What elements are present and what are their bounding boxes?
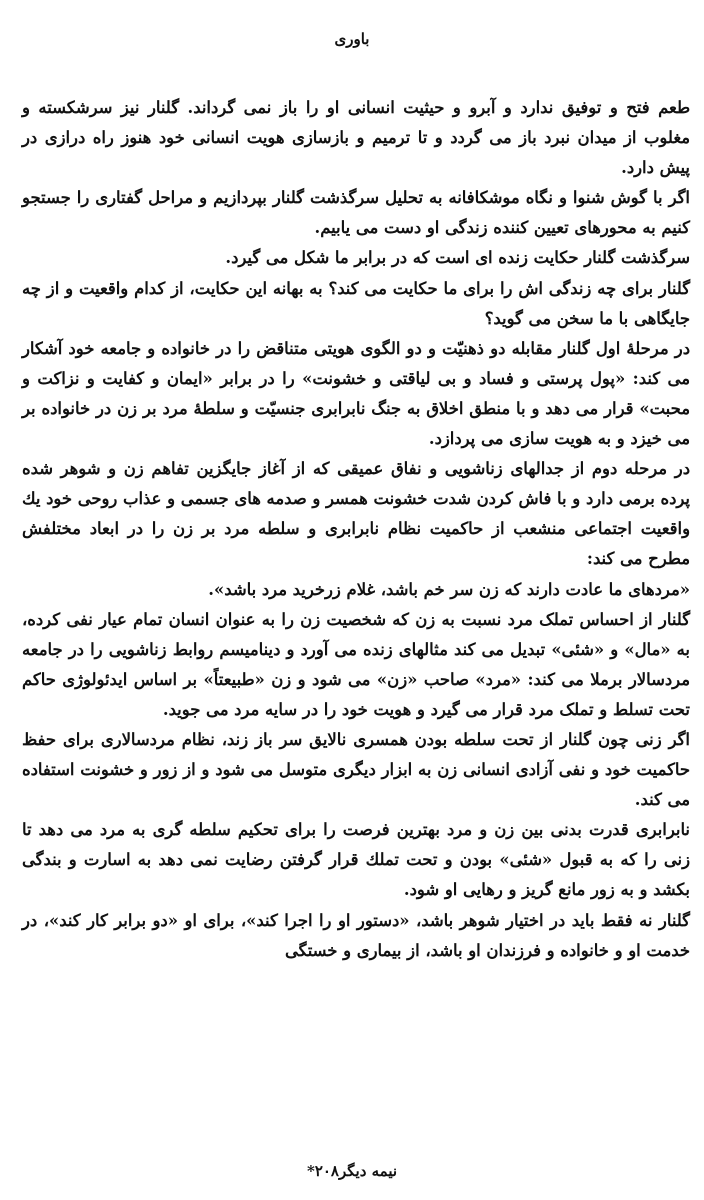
quote: «مردهای ما عادت دارند که زن سر خم باشد، غلام زرخرید مرد باشد». (208, 579, 690, 599)
page-header: باوری (334, 30, 370, 48)
body-text (22, 93, 690, 966)
paragraph: طعم فتح و توفیق ندارد و آبرو و حیثیت انسانی او را باز نمی گرداند. گلنار نیز سرشکسته و مغلوب از میدان نبرد باز می گردد و تا ترمیم و بازسازی هویت انسانی خود هنوز راه درازی در پیش دارد. (22, 98, 690, 178)
paragraph: اگر با گوش شنوا و نگاه موشکافانه به تحلیل سرگذشت گلنار بپردازیم و مراحل گفتاری را جستجو کنیم به محورهای تعیین کننده زندگی او دست می یابیم. (22, 188, 690, 238)
paragraph: در مرحله دوم از جدالهای زناشویی و نفاق عمیقی که از آغاز جایگزین تفاهم زن و شوهر شده پرده برمی دارد و با فاش کردن شدت خشونت همسر و صدمه های جسمی و عذاب روحی خود یك واقعیت اجتماعی منشعب از حاکمیت نظام نابرابری و سلطه مرد بر زن را در ابعاد مختلفش مطرح می کند: (22, 459, 690, 569)
paragraph: سرگذشت گلنار حکایت زنده ای است که در برابر ما شکل می گیرد. (225, 248, 690, 268)
paragraph: گلنار از احساس تملک مرد نسبت به زن که شخصیت زن را به عنوان انسان تمام عیار نفی کرده، به «مال» و «شئی» تبدیل می کند مثالهای زنده می آورد و دینامیسم روابط زناشویی را در جامعه مردسالار برملا می کند: «مرد» صاحب «زن» می شود و زن «طبیعتاً» بر اساس ایدئولوژی حاکم تحت تسلط و تملک مرد قرار می گیرد و هویت خود را در سایه مرد می جوید. (22, 609, 690, 719)
paragraph: گلنار برای چه زندگی اش را برای ما حکایت می کند؟ به بهانه این حکایت، از کدام واقعیت و از چه جایگاهی با ما سخن می گوید؟ (22, 278, 690, 328)
paragraph: در مرحلهٔ اول گلنار مقابله دو ذهنیّت و دو الگوی هویتی متناقض را در خانواده و جامعه خود آشکار می کند: «پول پرستی و فساد و بی لیاقتی و خشونت» را در برابر «ایمان و کفایت و نزاکت و محبت» قرار می دهد و با منطق اخلاق به جنگ نابرابری جنسیّت و سلطهٔ مرد بر زن در خانواده بر می خیزد و به هویت سازی می پردازد. (22, 338, 690, 449)
paragraph: نابرابری قدرت بدنی بین زن و مرد بهترین فرصت را برای تحکیم سلطه گری به مرد می دهد تا زنی را که به قبول «شئی» بودن و تحت تملك قرار گرفتن رضایت نمی دهد به اسارت و بندگی بکشد و به زور مانع گریز و رهایی او شود. (22, 820, 690, 900)
paragraph: اگر زنی چون گلنار از تحت سلطه بودن همسری نالایق سر باز زند، نظام مردسالاری برای حفظ حاکمیت خود و نفی آزادی انسانی زن به ابزار دیگری متوسل می شود و از زور و خشونت استفاده می کند. (22, 729, 690, 810)
paragraph: گلنار نه فقط باید در اختیار شوهر باشد، «دستور او را اجرا کند»، برای او «دو برابر کار کند»، در خدمت او و خانواده و فرزندان او باشد، از بیماری و خستگی (22, 910, 690, 960)
page-footer: نیمه دیگر۲۰۸* (306, 1162, 398, 1180)
